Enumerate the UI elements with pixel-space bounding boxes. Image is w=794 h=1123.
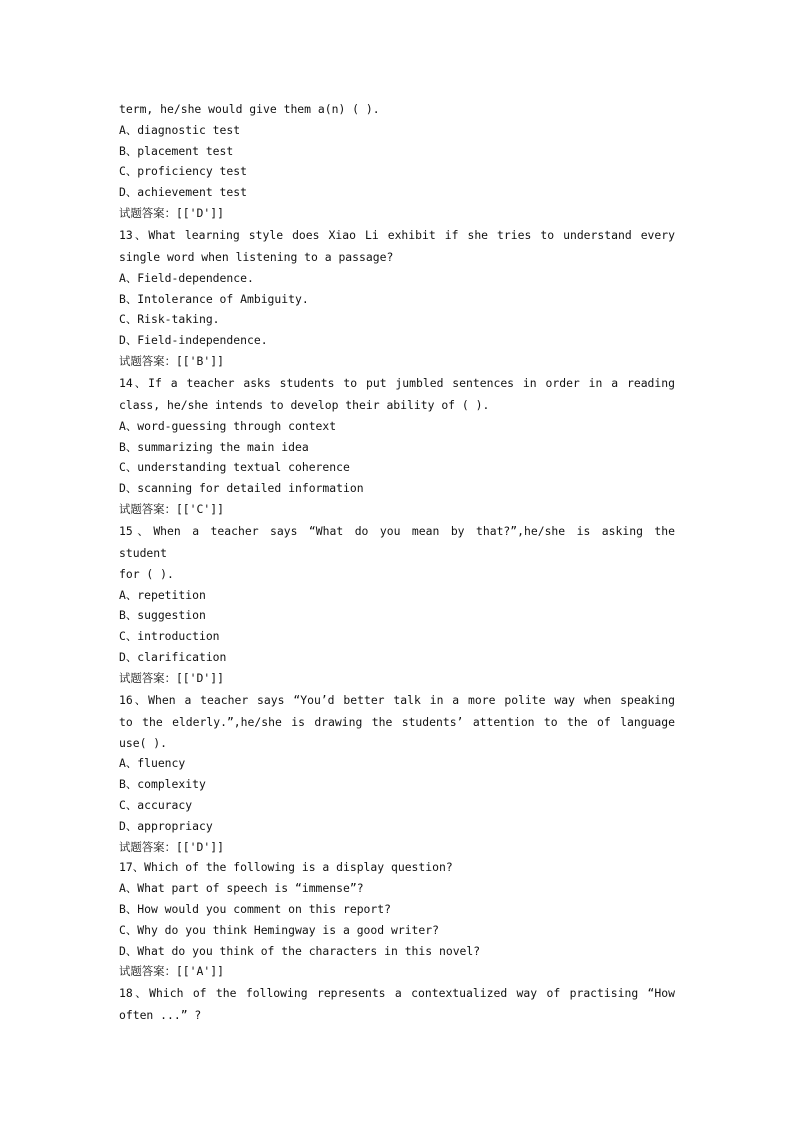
option-c: C、understanding textual coherence: [119, 460, 350, 475]
question-14-line-1: 14、If a teacher asks students to put jumbled sentences in order in a reading: [119, 375, 675, 390]
option-d: D、Field-independence.: [119, 333, 268, 348]
option-b: B、complexity: [119, 777, 206, 792]
question-13-line-2: single word when listening to a passage?: [119, 249, 394, 264]
option-c: C、introduction: [119, 629, 220, 644]
option-b: B、Intolerance of Ambiguity.: [119, 291, 309, 306]
answer-key: 试题答案：[['D']]: [119, 839, 224, 854]
question-15-line-3: for ( ).: [119, 566, 174, 581]
option-a: A、Field-dependence.: [119, 270, 254, 285]
question-13-line-1: 13、What learning style does Xiao Li exhibit if she tries to understand every: [119, 227, 675, 242]
option-b: B、How would you comment on this report?: [119, 901, 391, 916]
option-a: A、repetition: [119, 587, 206, 602]
option-c: C、Why do you think Hemingway is a good writer?: [119, 922, 439, 937]
option-d: D、scanning for detailed information: [119, 481, 364, 496]
option-a: A、diagnostic test: [119, 122, 241, 137]
option-c: C、accuracy: [119, 797, 193, 812]
option-b: B、suggestion: [119, 608, 206, 623]
option-b: B、placement test: [119, 143, 234, 158]
option-b: B、summarizing the main idea: [119, 439, 309, 454]
answer-key: 试题答案：[['A']]: [119, 964, 224, 979]
option-c: C、proficiency test: [119, 164, 247, 179]
option-a: A、word-guessing through context: [119, 418, 337, 433]
option-d: D、What do you think of the characters in this novel?: [119, 943, 481, 958]
option-d: D、clarification: [119, 649, 227, 664]
answer-key: 试题答案：[['D']]: [119, 670, 224, 685]
question-15-line-1: 15、When a teacher says “What do you mean by that?”,he/she is asking the: [119, 523, 675, 538]
answer-key: 试题答案：[['C']]: [119, 501, 224, 516]
question-16-line-1: 16、When a teacher says “You’d better talk in a more polite way when speaking: [119, 692, 675, 707]
question-17-line-1: 17、Which of the following is a display question?: [119, 860, 453, 875]
question-18-line-1: 18、Which of the following represents a contextualized way of practising “How: [119, 986, 675, 1001]
option-c: C、Risk-taking.: [119, 312, 220, 327]
answer-key: 试题答案：[['B']]: [119, 353, 224, 368]
question-text-line: term, he/she would give them a(n) ( ).: [119, 102, 380, 116]
question-14-line-2: class, he/she intends to develop their ability of ( ).: [119, 397, 490, 412]
question-15-line-2: student: [119, 545, 168, 560]
option-a: A、What part of speech is “immense”?: [119, 881, 364, 896]
question-16-line-2: to the elderly.”,he/she is drawing the students’ attention to the of language: [119, 714, 675, 729]
option-d: D、achievement test: [119, 185, 247, 200]
option-d: D、appropriacy: [119, 818, 213, 833]
answer-key: 试题答案：[['D']]: [119, 205, 224, 220]
question-18-line-2: often ...” ?: [119, 1008, 202, 1023]
document-page: [119, 99, 675, 1026]
question-16-line-3: use( ).: [119, 735, 168, 750]
option-a: A、fluency: [119, 756, 186, 771]
